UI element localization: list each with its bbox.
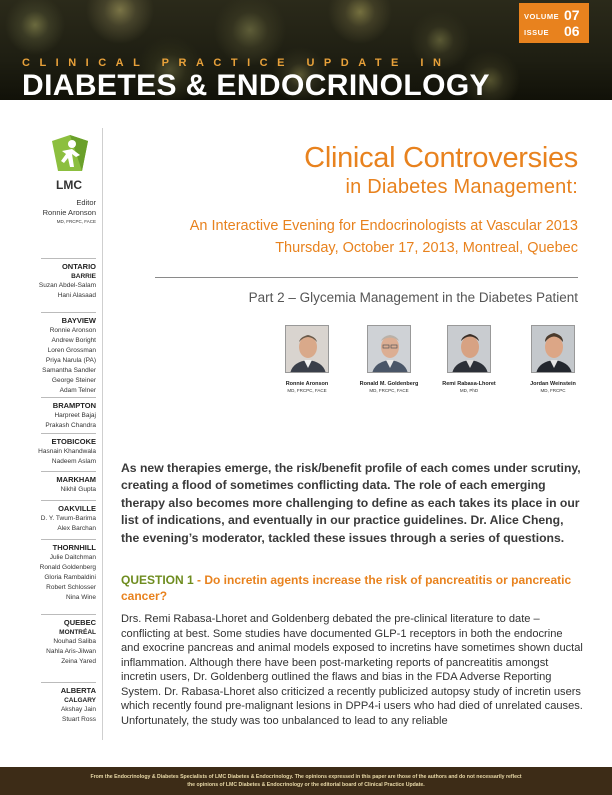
specialist-name: Suzan Abdel-Salam <box>38 282 96 289</box>
header-banner <box>0 0 612 100</box>
part-title: Part 2 – Glycemia Management in the Diabetes Patient <box>248 290 578 305</box>
region-divider <box>41 614 96 615</box>
region-divider <box>41 539 96 540</box>
article-body: Drs. Remi Rabasa-Lhoret and Goldenberg debated the pre-clinical literature to date – conflicting at best. Some studies have documented GLP-1 receptors in both the endocrine and exocrine pancreas and animal models exposed to incretins have sometimes shown ductal inflammation. Although there have been post-marketing reports of pancreatitis amongst incretin users, Dr. Goldenberg outlined the flaws and bias in the FDA Adverse Reporting System. Dr. Rabasa-Lhoret also criticized a recently publicized autopsy study of incretin users which recently found pre-malignant lesions in DPP4-i users who had died of unrelated causes. Unfortunately, the study was too unbalanced to lead to any reliable <box>121 613 583 727</box>
article-intro: As new therapies emerge, the risk/benefit profile of each comes under scrutiny, creating a flood of sometimes conflicting data. The role of each emerging therapy also becomes more challenging to define as each takes its place in our list of indications, and eventually in our practice guidelines. Dr. Alice Cheng, the evening’s moderator, tackled these issues through a series of questions. <box>121 461 581 545</box>
article-title-line-2: in Diabetes Management: <box>345 176 578 198</box>
editor-name: Ronnie Aronson <box>42 208 96 217</box>
editor-label: Editor <box>76 198 96 207</box>
specialist-name: Andrew Boright <box>51 337 96 344</box>
event-name: An Interactive Evening for Endocrinologists at Vascular 2013 <box>189 218 578 234</box>
region-heading: MARKHAM <box>56 475 96 484</box>
region-markham <box>0 471 96 495</box>
specialist-name: Robert Schlosser <box>46 584 96 591</box>
region-etobicoke <box>0 433 96 467</box>
specialist-name: Harpreet Bajaj <box>54 412 96 419</box>
specialist-name: Nouhad Saliba <box>53 638 96 645</box>
region-oakville <box>0 500 96 534</box>
specialist-name: Nadeem Aslam <box>51 458 96 465</box>
region-heading: OAKVILLE <box>58 504 96 513</box>
specialist-name: Julie Daitchman <box>49 554 96 561</box>
region-divider <box>41 397 96 398</box>
region-city: MONTRÉAL <box>59 629 96 636</box>
sidebar-divider <box>102 128 103 740</box>
specialist-name: Hani Alasaad <box>57 292 96 299</box>
specialist-name: Loren Grossman <box>47 347 96 354</box>
panelist-card <box>521 325 585 394</box>
specialist-name: Akshay Jain <box>60 706 96 713</box>
panelist-card <box>275 325 339 394</box>
specialist-name: Gloria Rambaldini <box>44 574 96 581</box>
issue-number: 06 <box>564 23 580 39</box>
specialist-name: Nahla Aris-Jilwan <box>46 648 96 655</box>
question-heading <box>121 573 583 604</box>
title-divider <box>155 277 578 278</box>
region-heading: ETOBICOKE <box>51 437 96 446</box>
brand-name: LMC <box>56 178 82 192</box>
panelist-photo <box>285 325 329 373</box>
region-heading: ONTARIO <box>61 262 96 271</box>
panelist-credentials: MD, FRCPC, FACE <box>369 388 409 393</box>
question-text: - Do incretin agents increase the risk of pancreatitis or pancreatic cancer? <box>121 573 572 603</box>
region-heading: BRAMPTON <box>52 401 96 410</box>
editor-credentials: MD, FRCPC, FACE <box>56 219 96 224</box>
specialist-name: Zeina Yared <box>61 658 96 665</box>
panelist-photo <box>447 325 491 373</box>
region-divider <box>41 471 96 472</box>
region-divider <box>41 312 96 313</box>
event-date-location: Thursday, October 17, 2013, Montreal, Quebec <box>275 240 578 256</box>
region-divider <box>41 682 96 683</box>
region-alberta <box>0 682 96 725</box>
panelist-credentials: MD, FRCPC, FACE <box>287 388 327 393</box>
region-brampton <box>0 397 96 431</box>
footer-disclaimer <box>0 767 612 795</box>
specialist-name: Samantha Sandler <box>42 367 96 374</box>
region-ontario <box>0 258 96 301</box>
volume-issue-badge <box>519 3 589 43</box>
region-thornhill <box>0 539 96 603</box>
region-divider <box>41 258 96 259</box>
disclaimer-line-2: the opinions of LMC Diabetes & Endocrinology or the editorial board of Clinical Practice Update. <box>187 782 425 788</box>
specialist-name: George Steiner <box>51 377 96 384</box>
specialist-name: D. Y. Twum-Barima <box>40 515 96 522</box>
volume-number: 07 <box>564 7 580 23</box>
panelist-credentials: MD, PhD <box>459 388 479 393</box>
region-city: BARRIE <box>71 273 96 280</box>
panelist-card <box>357 325 421 394</box>
panelist-credentials: MD, FRCPC <box>540 388 566 393</box>
panelist-name: Ronald M. Goldenberg <box>359 381 419 387</box>
panelist-card <box>437 325 501 394</box>
panelist-name: Ronnie Aronson <box>285 381 329 387</box>
region-heading: ALBERTA <box>60 686 96 695</box>
issue-label: ISSUE <box>524 28 550 37</box>
lmc-logo <box>50 133 90 173</box>
region-divider <box>41 433 96 434</box>
region-heading: QUEBEC <box>63 618 96 627</box>
publication-masthead: DIABETES & ENDOCRINOLOGY <box>22 69 490 102</box>
specialist-name: Adam Telner <box>59 387 96 394</box>
specialist-name: Stuart Ross <box>62 716 96 723</box>
article-title: Clinical Controversies <box>304 142 578 174</box>
specialist-name: Prakash Chandra <box>45 422 96 429</box>
panelist-photo <box>531 325 575 373</box>
publication-kicker: CLINICAL PRACTICE UPDATE IN <box>22 57 451 69</box>
region-heading: BAYVIEW <box>61 316 96 325</box>
specialist-name: Ronnie Aronson <box>49 327 96 334</box>
panelist-name: Jordan Weinstein <box>530 381 576 387</box>
region-city: CALGARY <box>64 697 96 704</box>
specialist-name: Ronald Goldenberg <box>39 564 96 571</box>
disclaimer-line-1: From the Endocrinology & Diabetes Specialists of LMC Diabetes & Endocrinology. The opinions expressed in this paper are those of the authors and do not necessarily reflect <box>90 774 522 780</box>
region-divider <box>41 500 96 501</box>
question-number: QUESTION 1 <box>121 573 194 587</box>
specialist-name: Hasnain Khandwala <box>38 448 96 455</box>
region-bayview <box>0 312 96 396</box>
panelist-photo <box>367 325 411 373</box>
region-heading: THORNHILL <box>52 543 96 552</box>
region-quebec <box>0 614 96 667</box>
specialist-name: Alex Barchan <box>57 525 96 532</box>
specialist-name: Priya Narula (PA) <box>45 357 96 364</box>
specialist-name: Nikhil Gupta <box>60 486 96 493</box>
specialist-name: Nina Wine <box>66 594 96 601</box>
volume-label: VOLUME <box>524 12 560 21</box>
panelist-name: Remi Rabasa-Lhoret <box>442 381 496 387</box>
